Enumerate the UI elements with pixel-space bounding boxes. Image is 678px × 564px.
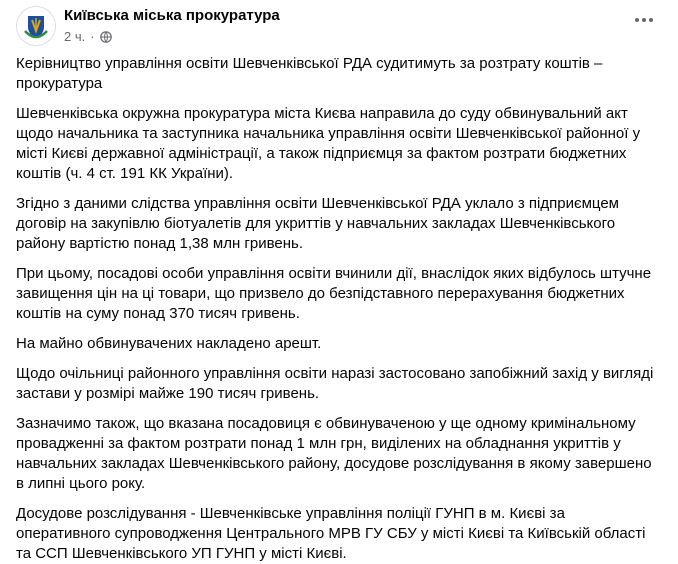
post-paragraph: Шевченківська окружна прокуратура міста Києва направила до суду обвинувальний акт щодо начальника та заступника начальника управління освіти Шевченківської районної у місті Києві державної адміністрації, а також підприємця за фактом розтрати бюджетних коштів (ч. 4 ст. 191 КК України). xyxy=(16,105,641,182)
post-paragraph: Зазначимо також, що вказана посадовиця є обвинуваченою у ще одному кримінальному провадженні за фактом розтрати понад 1 млн грн, виділених на обладнання укриттів у навчальних закладах Шевченківського району, досудове розслідування в якому завершено в липні цього року. xyxy=(16,415,652,492)
post-timestamp[interactable]: 2 ч. xyxy=(64,29,86,44)
post-paragraph: Щодо очільниці районного управління освіти наразі застосовано запобіжний захід у вигляді застави у розмірі майже 190 тисяч гривень. xyxy=(16,365,654,402)
post-paragraph: При цьому, посадові особи управління освіти вчинили дії, внаслідок яких відбулось штучне завищення цін на ці товари, що призвело до безпідставного перерахування бюджетних коштів на суму понад 370 тисяч гривень. xyxy=(16,265,652,322)
post-paragraph: Згідно з даними слідства управління освіти Шевченківської РДА уклало з підприємцем договір на закупівлю біотуалетів для укриттів у навчальних закладах Шевченківського району вартістю понад 1,38 млн гривень. xyxy=(16,195,619,252)
post-meta xyxy=(64,29,112,44)
page-avatar[interactable] xyxy=(16,6,56,46)
page-name-link[interactable]: Київська міська прокуратура xyxy=(64,7,280,24)
post-header xyxy=(16,0,662,54)
post-text xyxy=(16,54,662,564)
post-paragraph: На майно обвинувачених накладено арешт. xyxy=(16,335,322,352)
more-options-icon[interactable] xyxy=(630,10,658,30)
post-headline: Керівництво управління освіти Шевченківської РДА судитимуть за розтрату коштів – прокуратура xyxy=(16,55,603,92)
prosecutor-emblem-icon xyxy=(17,7,55,45)
globe-icon[interactable] xyxy=(100,31,112,43)
post-paragraph: Досудове розслідування - Шевченківське управління поліції ГУНП в м. Києві за оперативного супроводження Центрального МРВ ГУ СБУ у місті Києві та Київській області та ССП Шевченківського УП ГУНП у місті Києві. xyxy=(16,505,646,562)
meta-separator: · xyxy=(90,29,95,44)
